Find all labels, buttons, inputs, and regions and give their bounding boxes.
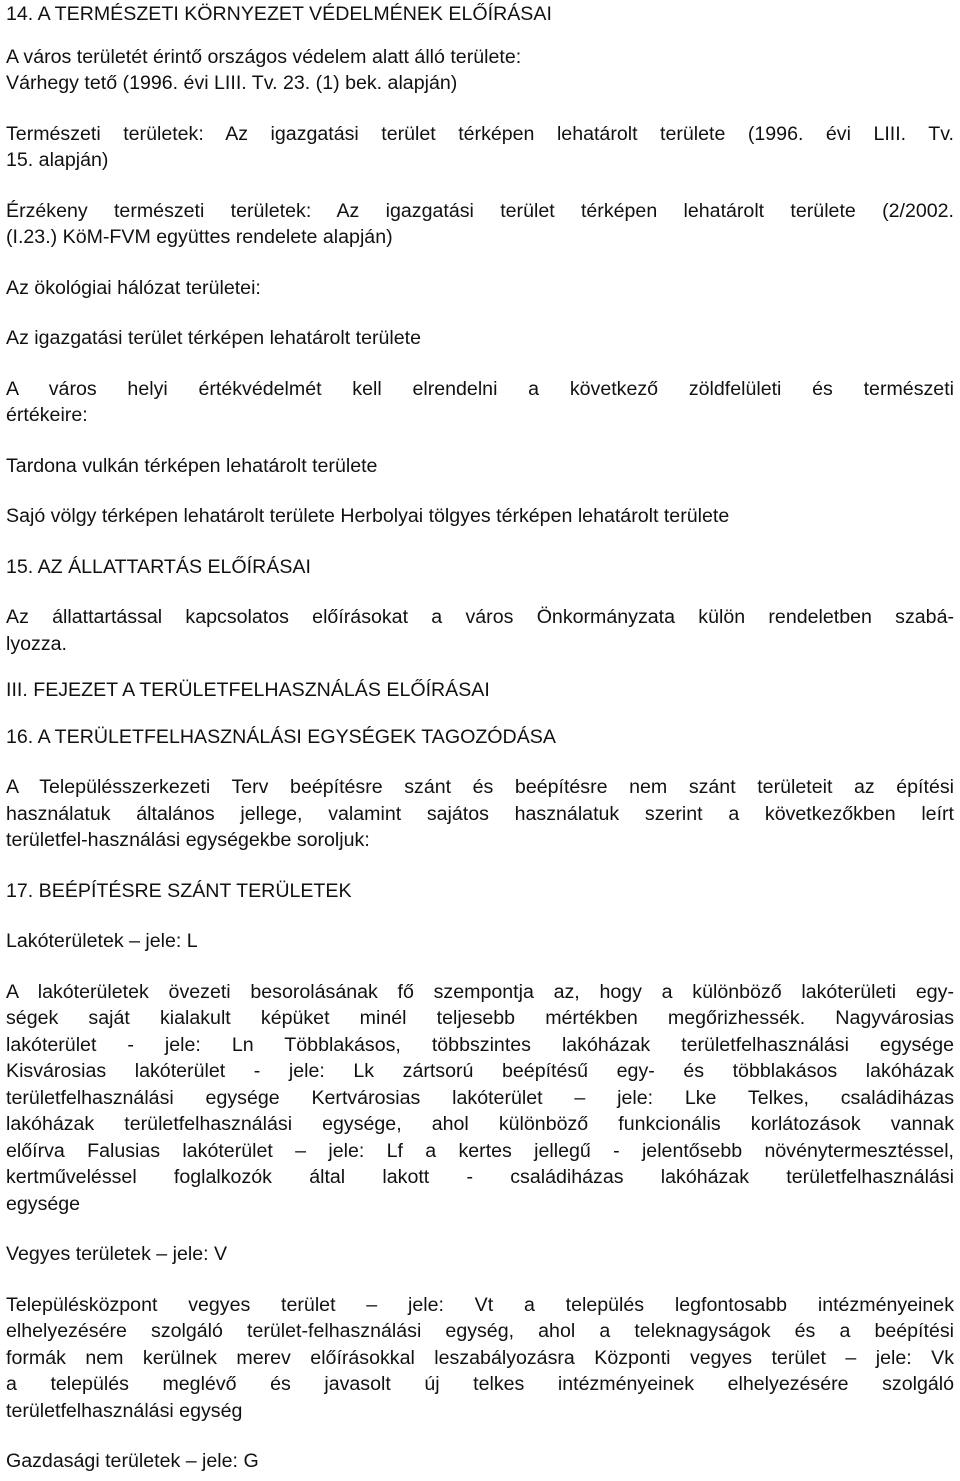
residential-line: kertműveléssel foglalkozók által lakott - családiházas lakóházak területfelhasználási bbox=[6, 1166, 954, 1188]
natural-areas-line-1: Természeti területek: Az igazgatási terület térképen lehatárolt területe (1996. évi LIII. Tv. bbox=[6, 122, 954, 145]
spacer bbox=[6, 1217, 954, 1241]
spacer bbox=[6, 955, 954, 979]
mixed-line: elhelyezésére szolgáló terület-felhasználási egység, ahol a teleknagyságok és a beépítési bbox=[6, 1320, 954, 1342]
spacer bbox=[6, 750, 954, 774]
section-14-heading: 14. A TERMÉSZETI KÖRNYEZET VÉDELMÉNEK ELŐÍRÁSAI bbox=[6, 3, 552, 25]
chapter-3-heading: III. FEJEZET A TERÜLETFELHASZNÁLÁS ELŐÍRÁSAI bbox=[6, 679, 490, 701]
local-protection-line-2: értékeire: bbox=[6, 404, 88, 426]
animal-keeping-line-1: Az állattartással kapcsolatos előírásokat a város Önkormányzata külön rendeletben szabá- bbox=[6, 606, 954, 628]
spacer bbox=[6, 704, 954, 724]
animal-keeping-line-2: lyozza. bbox=[6, 632, 67, 655]
residential-areas-heading: Lakóterületek – jele: L bbox=[6, 930, 198, 952]
residential-line: lakóterület - jele: Ln Többlakásos, többszintes lakóházak területfelhasználási egysége bbox=[6, 1033, 954, 1056]
section-16-heading: 16. A TERÜLETFELHASZNÁLÁSI EGYSÉGEK TAGOZÓDÁSA bbox=[6, 725, 556, 748]
spacer bbox=[6, 28, 954, 44]
economic-areas-heading: Gazdasági területek – jele: G bbox=[6, 1450, 259, 1472]
natural-areas-line-2: 15. alapján) bbox=[6, 149, 109, 171]
tardona-volcano-text: Tardona vulkán térképen lehatárolt területe bbox=[6, 454, 378, 477]
spacer bbox=[6, 530, 954, 554]
ecological-network-text: Az igazgatási terület térképen lehatárolt területe bbox=[6, 327, 421, 349]
land-use-line-3: területfel-használási egységekbe soroljuk: bbox=[6, 829, 370, 851]
land-use-line-1: A Településszerkezeti Terv beépítésre szánt és beépítésre nem szánt területeit az építési bbox=[6, 776, 954, 798]
spacer bbox=[6, 657, 954, 677]
spacer bbox=[6, 97, 954, 121]
spacer bbox=[6, 1268, 954, 1292]
residential-line: előírva Falusias lakóterület – jele: Lf a kertes jellegű - jelentősebb növénytermesztéssel, bbox=[6, 1139, 954, 1162]
spacer bbox=[6, 1424, 954, 1448]
sensitive-areas-line-1: Érzékeny természeti területek: Az igazgatási terület térképen lehatárolt területe (2/2002. bbox=[6, 199, 954, 222]
mixed-line: területfelhasználási egység bbox=[6, 1399, 243, 1422]
residential-areas-paragraph bbox=[6, 979, 954, 1218]
residential-line: lakóházak területfelhasználási egysége, ahol különböző funkcionális korlátozások vannak bbox=[6, 1113, 954, 1135]
spacer bbox=[6, 251, 954, 275]
land-use-line-2: használatuk általános jellege, valamint sajátos használatuk szerint a következőkben leírt bbox=[6, 802, 954, 825]
sensitive-areas-line-2: (I.23.) KöM-FVM együttes rendelete alapján) bbox=[6, 226, 393, 248]
spacer bbox=[6, 479, 954, 503]
protected-area-line-1: A város területét érintő országos védelem alatt álló területe: bbox=[6, 45, 522, 68]
residential-line: ségek saját kialakult képüket minél teljesebb mértékben megőrizhessék. Nagyvárosias bbox=[6, 1007, 954, 1029]
mixed-areas-heading: Vegyes területek – jele: V bbox=[6, 1243, 228, 1265]
section-15-heading: 15. AZ ÁLLATTARTÁS ELŐÍRÁSAI bbox=[6, 555, 311, 578]
mixed-line: Településközpont vegyes terület – jele: Vt a település legfontosabb intézményeinek bbox=[6, 1293, 954, 1316]
spacer bbox=[6, 904, 954, 928]
spacer bbox=[6, 854, 954, 878]
spacer bbox=[6, 580, 954, 604]
protected-area-line-2: Várhegy tető (1996. évi LIII. Tv. 23. (1) bek. alapján) bbox=[6, 72, 458, 94]
mixed-areas-paragraph bbox=[6, 1292, 954, 1425]
spacer bbox=[6, 174, 954, 198]
mixed-line: formák nem kerülnek merev előírásokkal leszabályozásra Központi vegyes terület – jele: Vk bbox=[6, 1346, 954, 1369]
ecological-network-heading: Az ökológiai hálózat területei: bbox=[6, 276, 261, 299]
mixed-line: a település meglévő és javasolt új telkes intézményeinek elhelyezésére szolgáló bbox=[6, 1373, 954, 1395]
residential-line: Kisvárosias lakóterület - jele: Lk zártsorú beépítésű egy- és többlakásos lakóházak bbox=[6, 1060, 954, 1082]
residential-line: egysége bbox=[6, 1192, 81, 1215]
spacer bbox=[6, 301, 954, 325]
spacer bbox=[6, 352, 954, 376]
spacer bbox=[6, 429, 954, 453]
residential-line: területfelhasználási egysége Kertvárosias lakóterület – jele: Lke Telkes, családiházas bbox=[6, 1086, 954, 1109]
section-17-heading: 17. BEÉPÍTÉSRE SZÁNT TERÜLETEK bbox=[6, 879, 352, 902]
sajo-valley-text: Sajó völgy térképen lehatárolt területe Herbolyai tölgyes térképen lehatárolt területe bbox=[6, 505, 730, 527]
residential-line: A lakóterületek övezeti besorolásának fő szempontja az, hogy a különböző lakóterületi egy- bbox=[6, 980, 954, 1003]
local-protection-line-1: A város helyi értékvédelmét kell elrendelni a következő zöldfelületi és természeti bbox=[6, 377, 954, 400]
